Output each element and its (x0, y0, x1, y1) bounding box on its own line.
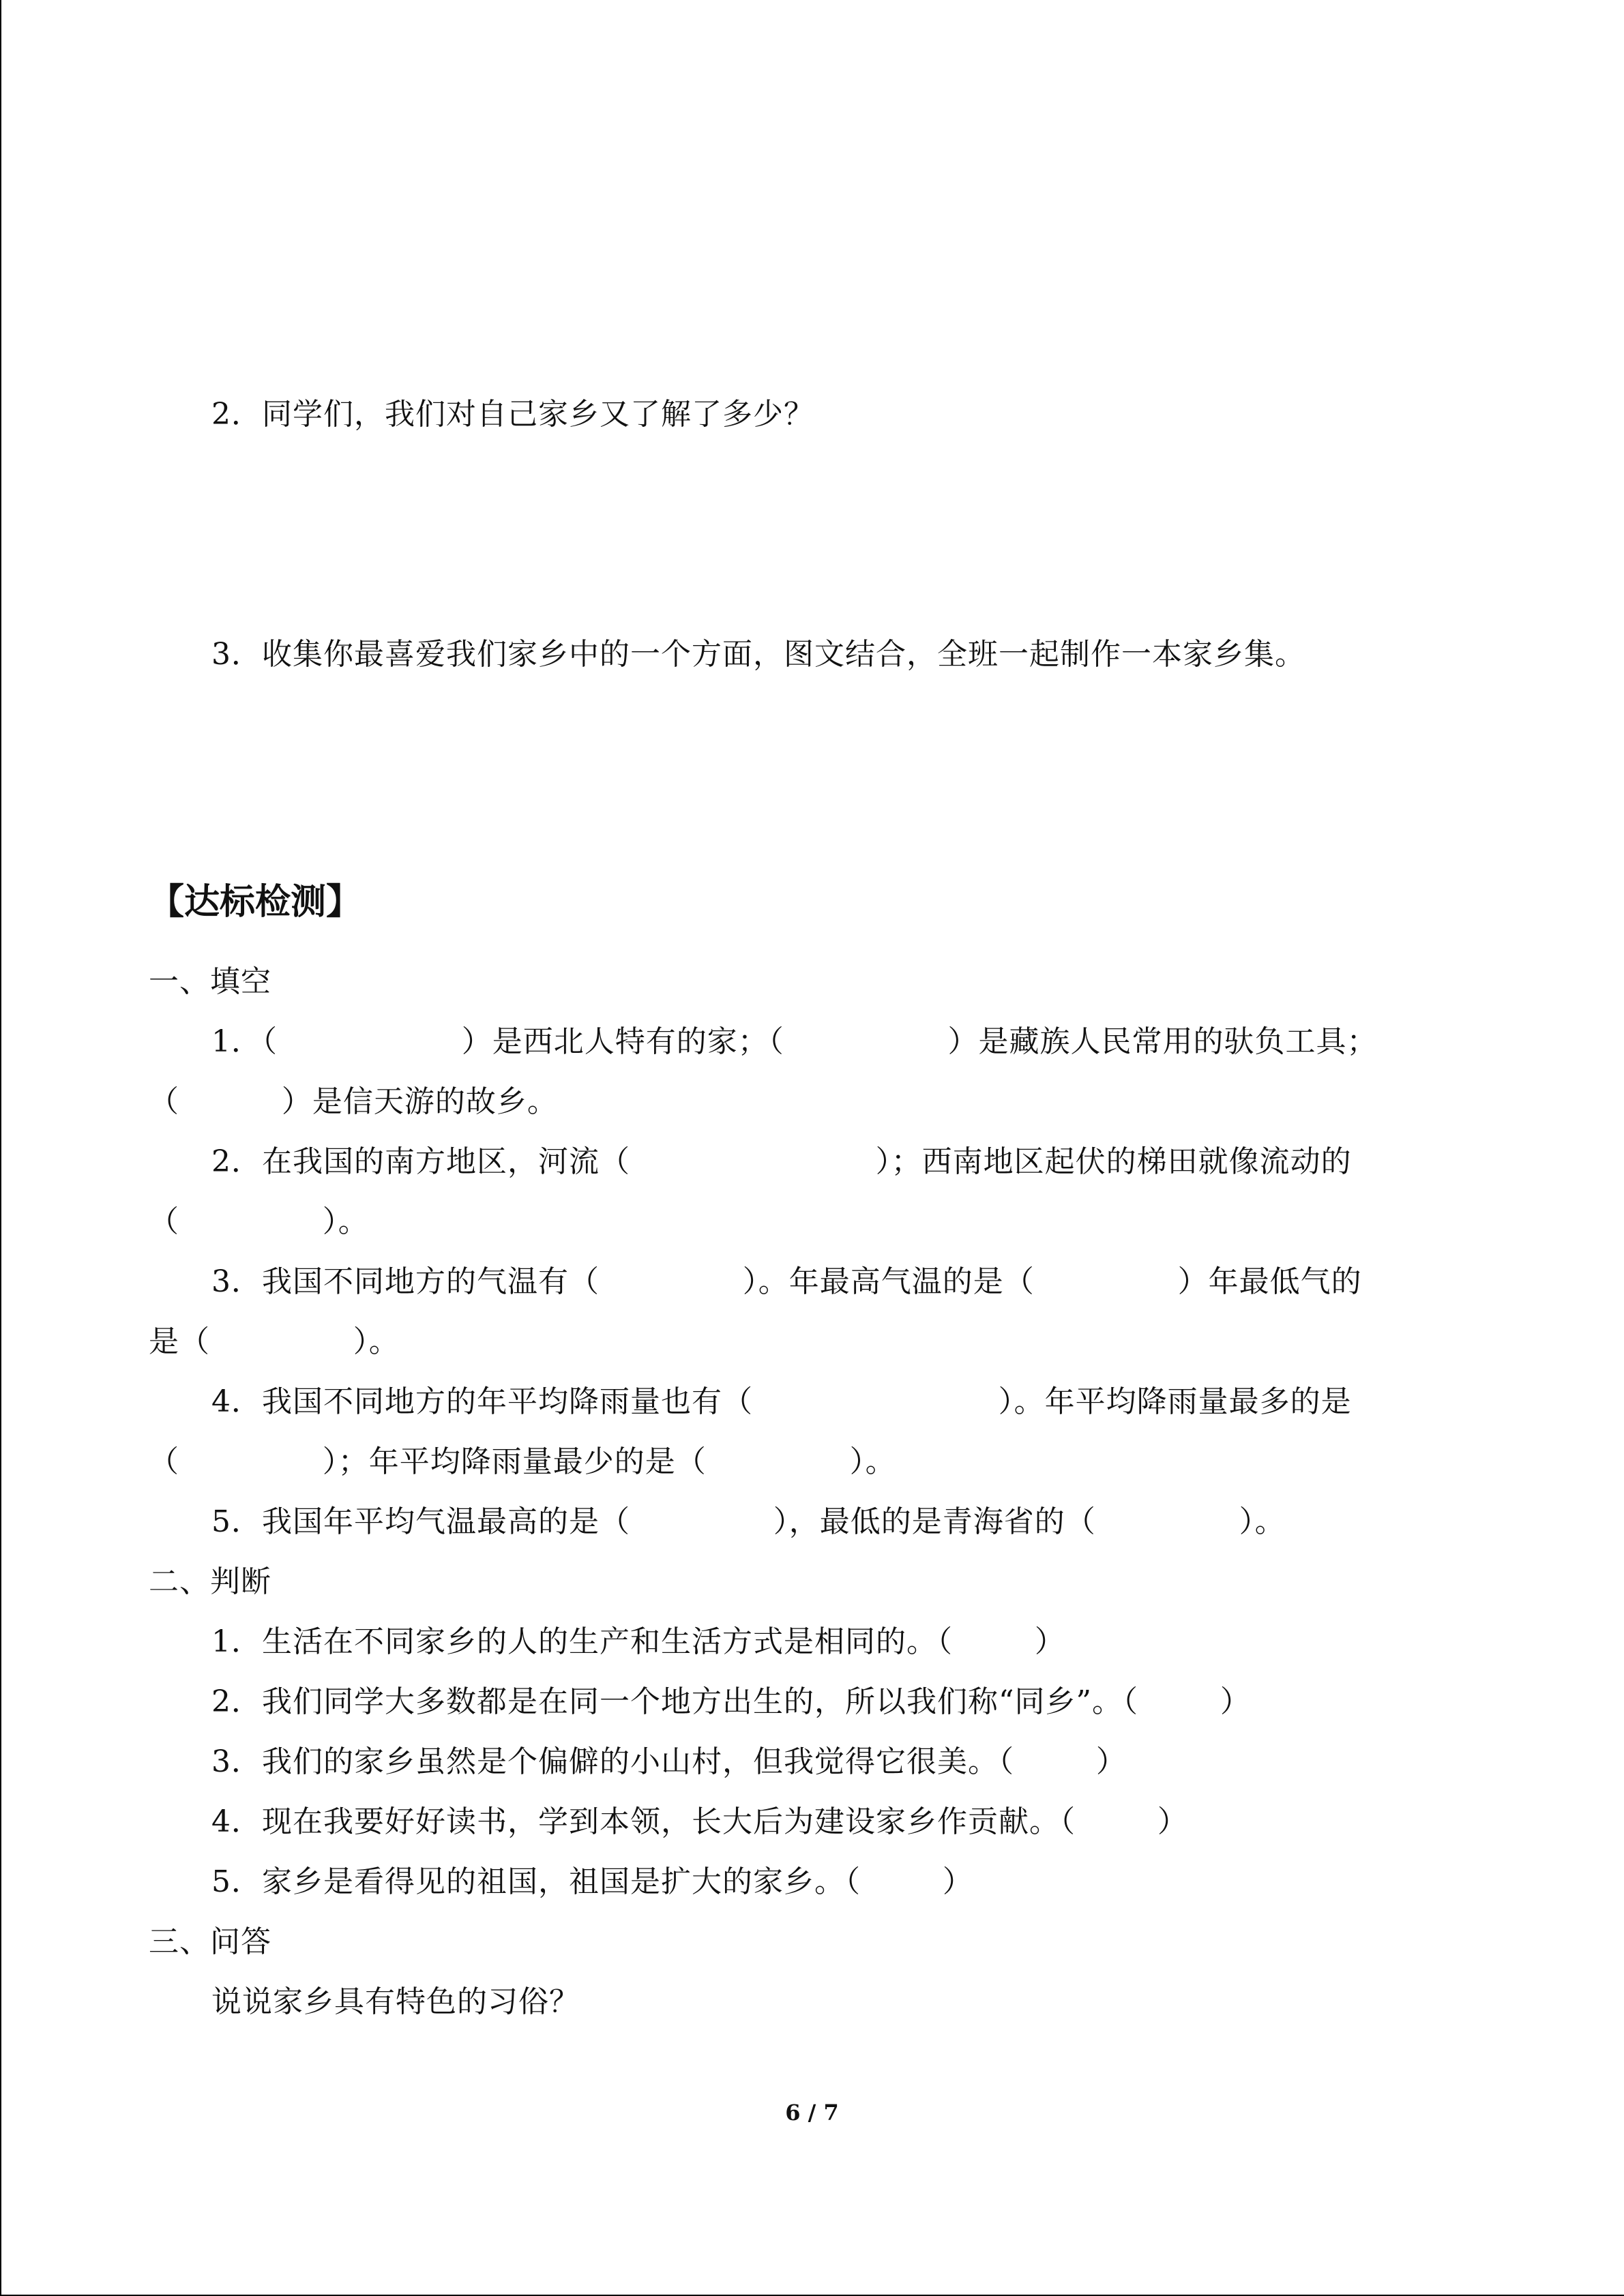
judge-item-2: 2．我们同学大多数都是在同一个地方出生的，所以我们称“同乡”。（ ） (211, 1684, 1251, 1719)
fill-q1-line2: （ ）是信天游的故乡。 (149, 1084, 558, 1119)
judge-item-1: 1．生活在不同家乡的人的生产和生活方式是相同的。（ ） (211, 1624, 1065, 1659)
fill-q2-line2: （ ）。 (149, 1204, 369, 1239)
fill-q4-line2: （ ）；年平均降雨量最少的是（ ）。 (149, 1444, 896, 1479)
activity-item-2: 2．同学们，我们对自己家乡又了解了多少？ (211, 397, 814, 432)
judge-item-4: 4．现在我要好好读书，学到本领，长大后为建设家乡作贡献。（ ） (211, 1804, 1188, 1839)
fill-q2-line1: 2．在我国的南方地区，河流（ ）；西南地区起伏的梯田就像流动的 (211, 1144, 1352, 1179)
page-number: 6 / 7 (785, 2100, 839, 2126)
qa-heading: 三、问答 (149, 1924, 271, 1959)
judge-item-5: 5．家乡是看得见的祖国，祖国是扩大的家乡。（ ） (211, 1864, 973, 1899)
judge-item-3: 3．我们的家乡虽然是个偏僻的小山村，但我觉得它很美。（ ） (211, 1744, 1127, 1779)
fill-blank-heading: 一、填空 (149, 964, 271, 999)
fill-q3-line1: 3．我国不同地方的气温有（ ）。年最高气温的是（ ）年最低气的 (211, 1264, 1362, 1299)
fill-q4-line1: 4．我国不同地方的年平均降雨量也有（ ）。年平均降雨量最多的是 (211, 1384, 1352, 1419)
fill-q3-line2: 是（ ）。 (149, 1324, 400, 1359)
activity-item-3: 3．收集你最喜爱我们家乡中的一个方面，图文结合，全班一起制作一本家乡集。 (211, 637, 1305, 672)
fill-q5: 5．我国年平均气温最高的是（ ），最低的是青海省的（ ）。 (211, 1504, 1286, 1539)
section-title: 【达标检测】 (149, 882, 362, 923)
qa-question: 说说家乡具有特色的习俗？ (211, 1984, 580, 2019)
judge-heading: 二、判断 (149, 1564, 271, 1599)
fill-q1-line1: 1．（ ）是西北人特有的家；（ ）是藏族人民常用的驮负工具； (211, 1024, 1378, 1059)
